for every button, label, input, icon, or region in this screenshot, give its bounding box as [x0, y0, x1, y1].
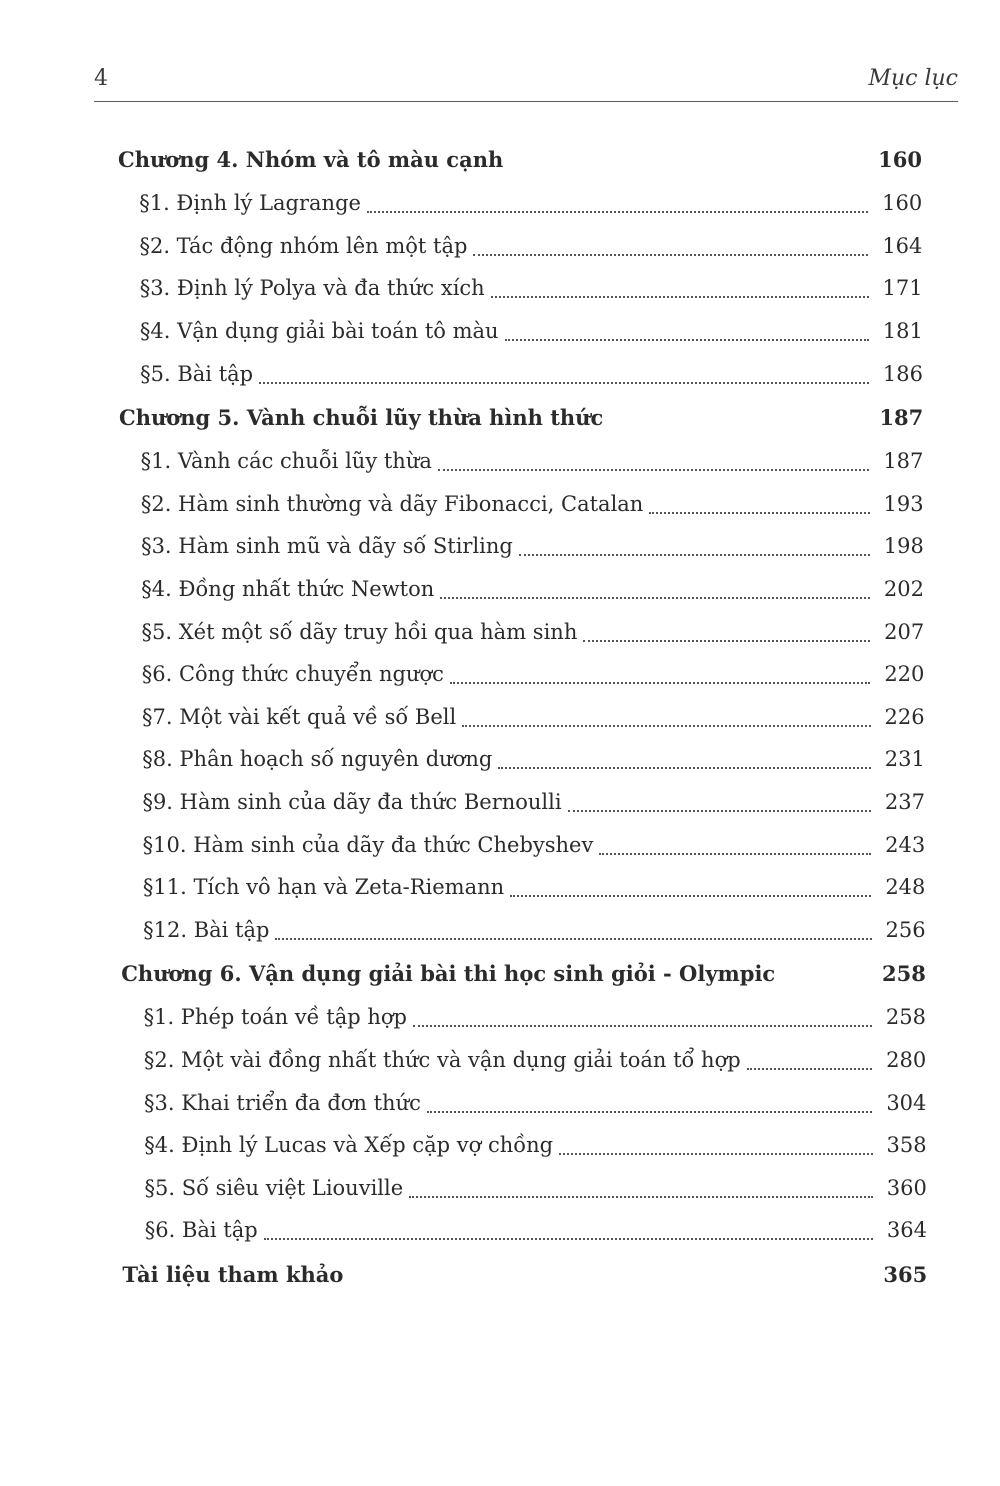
- section-title: §2. Hàm sinh thường và dãy Fibonacci, Catalan: [141, 492, 648, 516]
- toc-page-number: 304: [886, 1090, 927, 1115]
- dot-leader: [259, 382, 869, 384]
- toc-section-entry[interactable]: [0, 1124, 1000, 1167]
- toc-page-number: 364: [886, 1218, 927, 1243]
- chapter-title: Chương 4. Nhóm và tô màu cạnh: [118, 147, 507, 172]
- toc-page-number: 187: [879, 404, 924, 430]
- toc-section-entry[interactable]: [0, 1209, 1000, 1252]
- dot-leader: [519, 554, 870, 556]
- toc-section-entry[interactable]: [0, 1166, 1000, 1209]
- toc-section-entry[interactable]: [0, 781, 1000, 824]
- chapter-title: Chương 6. Vận dụng giải bài thi học sinh giỏi - Olympic: [121, 961, 779, 986]
- toc-section-entry[interactable]: [0, 267, 1000, 310]
- dot-leader: [440, 597, 870, 599]
- toc-section-entry[interactable]: [0, 352, 1000, 395]
- toc-page-number: 160: [882, 191, 923, 216]
- section-title: §10. Hàm sinh của dãy đa thức Chebyshev: [143, 833, 598, 857]
- toc-page-number: 226: [884, 704, 925, 729]
- section-title: §9. Hàm sinh của dãy đa thức Bernoulli: [142, 790, 565, 814]
- dot-leader: [462, 725, 870, 727]
- toc-page-number: 248: [885, 875, 926, 900]
- toc-page-number: 220: [884, 662, 925, 687]
- section-title: §6. Công thức chuyển ngược: [142, 662, 448, 686]
- toc-section-entry[interactable]: [0, 653, 1000, 696]
- table-of-contents: [0, 137, 1000, 1297]
- chapter-title: Tài liệu tham khảo: [122, 1262, 347, 1287]
- toc-page-number: 198: [883, 534, 924, 559]
- section-title: §1. Định lý Lagrange: [139, 191, 365, 215]
- toc-section-entry[interactable]: [0, 610, 1000, 653]
- toc-page-number: 258: [885, 1005, 926, 1030]
- toc-page-number: 171: [882, 276, 923, 301]
- toc-page-number: 358: [886, 1133, 927, 1158]
- section-title: §3. Khai triển đa đơn thức: [144, 1091, 425, 1115]
- dot-leader: [510, 895, 871, 897]
- toc-chapter-entry[interactable]: [0, 951, 1000, 996]
- dot-leader: [413, 1025, 872, 1027]
- section-title: §4. Vận dụng giải bài toán tô màu: [140, 319, 503, 343]
- toc-section-entry[interactable]: [0, 866, 1000, 909]
- page-header: [94, 66, 958, 91]
- toc-section-entry[interactable]: [0, 568, 1000, 611]
- toc-page-number: 280: [886, 1047, 927, 1072]
- section-title: §8. Phân hoạch số nguyên dương: [142, 747, 496, 771]
- toc-page-number: 258: [881, 961, 926, 987]
- section-title: §4. Đồng nhất thức Newton: [141, 577, 438, 601]
- toc-section-entry[interactable]: [0, 310, 1000, 353]
- running-title: Mục lục: [868, 66, 958, 91]
- toc-section-entry[interactable]: [0, 823, 1000, 866]
- section-title: §2. Một vài đồng nhất thức và vận dụng giải toán tổ hợp: [144, 1048, 745, 1072]
- section-title: §2. Tác động nhóm lên một tập: [139, 234, 471, 258]
- section-title: §3. Định lý Polya và đa thức xích: [140, 276, 489, 300]
- dot-leader: [505, 339, 869, 341]
- toc-section-entry[interactable]: [0, 483, 1000, 526]
- dot-leader: [747, 1068, 873, 1070]
- toc-section-entry[interactable]: [0, 225, 1000, 268]
- dot-leader: [438, 469, 870, 471]
- toc-section-entry[interactable]: [0, 909, 1000, 952]
- chapter-title: Chương 5. Vành chuỗi lũy thừa hình thức: [119, 405, 607, 430]
- toc-page-number: 360: [886, 1175, 927, 1200]
- dot-leader: [473, 254, 868, 256]
- section-title: §5. Xét một số dãy truy hồi qua hàm sinh: [142, 620, 582, 644]
- toc-page-number: 164: [882, 233, 923, 258]
- toc-section-entry[interactable]: [0, 738, 1000, 781]
- header-rule: [94, 101, 958, 102]
- toc-page-number: 231: [884, 747, 925, 772]
- section-title: §5. Bài tập: [140, 362, 257, 386]
- section-title: §3. Hàm sinh mũ và dãy số Stirling: [141, 534, 517, 558]
- toc-section-entry[interactable]: [0, 1039, 1000, 1082]
- dot-leader: [599, 853, 871, 855]
- dot-leader: [450, 682, 870, 684]
- toc-chapter-entry[interactable]: [0, 137, 1000, 182]
- section-title: §1. Phép toán về tập hợp: [144, 1005, 411, 1029]
- dot-leader: [275, 938, 871, 940]
- section-title: §11. Tích vô hạn và Zeta-Riemann: [143, 875, 508, 899]
- dot-leader: [498, 767, 870, 769]
- dot-leader: [367, 211, 868, 213]
- toc-page-number: 186: [882, 361, 923, 386]
- toc-section-entry[interactable]: [0, 525, 1000, 568]
- section-title: §4. Định lý Lucas và Xếp cặp vợ chồng: [144, 1133, 557, 1157]
- toc-page-number: 202: [883, 577, 924, 602]
- toc-section-entry[interactable]: [0, 996, 1000, 1039]
- dot-leader: [559, 1153, 873, 1155]
- toc-chapter-entry[interactable]: [0, 395, 1000, 440]
- dot-leader: [649, 512, 869, 514]
- toc-page-number: 207: [884, 619, 925, 644]
- dot-leader: [264, 1238, 873, 1240]
- toc-page-number: 243: [885, 832, 926, 857]
- section-title: §7. Một vài kết quả về số Bell: [142, 705, 460, 729]
- toc-section-entry[interactable]: [0, 1081, 1000, 1124]
- toc-section-entry[interactable]: [0, 182, 1000, 225]
- section-title: §6. Bài tập: [145, 1218, 262, 1242]
- toc-page-number: 187: [883, 449, 924, 474]
- toc-page-number: 237: [884, 790, 925, 815]
- dot-leader: [568, 810, 871, 812]
- toc-section-entry[interactable]: [0, 696, 1000, 739]
- dot-leader: [409, 1196, 873, 1198]
- page-number: 4: [94, 66, 108, 91]
- section-title: §1. Vành các chuỗi lũy thừa: [141, 449, 436, 473]
- toc-page-number: 256: [885, 917, 926, 942]
- toc-page-number: 160: [878, 147, 922, 172]
- dot-leader: [491, 296, 869, 298]
- toc-page-number: 181: [882, 319, 923, 344]
- toc-page-number: 365: [883, 1261, 928, 1287]
- section-title: §5. Số siêu việt Liouville: [145, 1176, 408, 1200]
- dot-leader: [427, 1111, 873, 1113]
- toc-section-entry[interactable]: [0, 440, 1000, 483]
- toc-chapter-entry[interactable]: [0, 1252, 1000, 1297]
- section-title: §12. Bài tập: [143, 918, 273, 942]
- dot-leader: [583, 640, 870, 642]
- toc-page-number: 193: [883, 491, 924, 516]
